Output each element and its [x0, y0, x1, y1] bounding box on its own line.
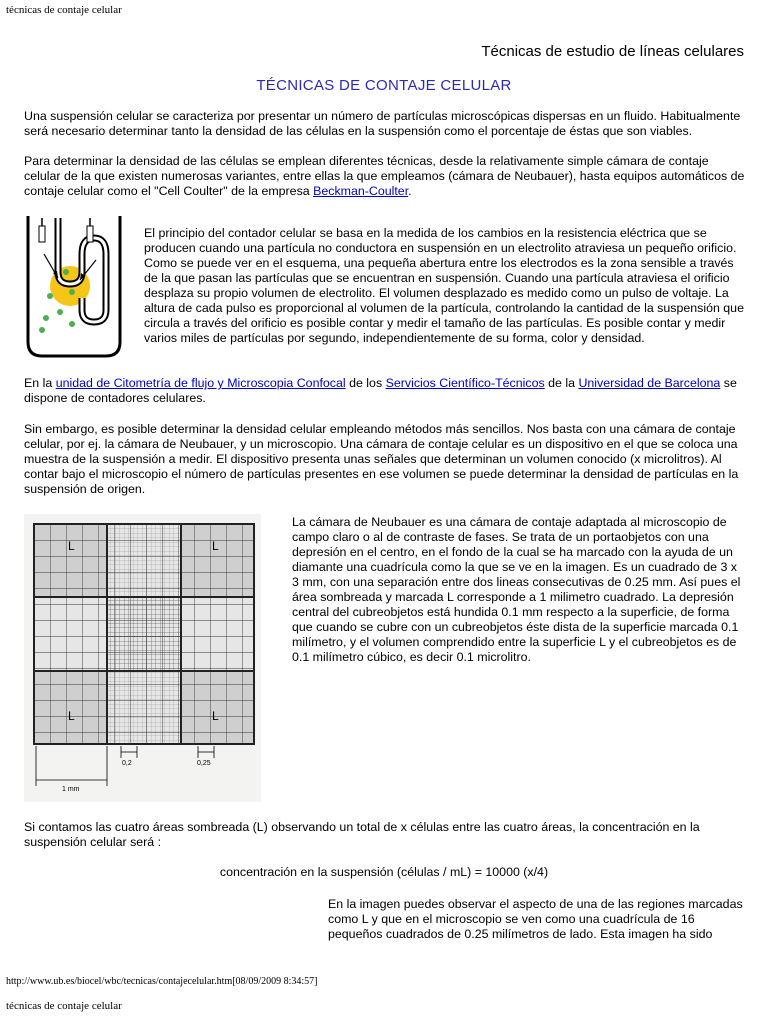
- image-description-paragraph: En la imagen puedes observar el aspecto de una de las regiones marcadas como L y que en el microscopio se ven como una cuadrícula de 16 pequeños cuadrados de 0.25 milímetros de lado. Esta imagen ha sido: [328, 897, 743, 941]
- grid-label-0-2: 0,2: [122, 760, 132, 767]
- grid-label-l: L: [212, 709, 219, 723]
- grid-label-l: L: [68, 709, 75, 723]
- section-title: Técnicas de estudio de líneas celulares: [481, 43, 744, 60]
- print-footer-url: http://www.ub.es/biocel/wbc/tecnicas/contajecelular.htm[08/09/2009 8:34:57]: [6, 976, 318, 987]
- servicios-link[interactable]: Servicios Científico-Técnicos: [385, 376, 545, 390]
- techniques-end: .: [408, 184, 412, 198]
- grid-label-l: L: [212, 539, 219, 553]
- ub-text-3: de la: [544, 376, 579, 390]
- citometria-link[interactable]: unidad de Citometría de flujo y Microscopia Confocal: [55, 376, 346, 390]
- universidad-link[interactable]: Universidad de Barcelona: [578, 376, 721, 390]
- techniques-paragraph: [24, 154, 746, 199]
- ub-text-1: En la: [24, 376, 56, 390]
- grid-label-1mm: 1 mm: [62, 786, 80, 793]
- simple-methods-paragraph: Sin embargo, es posible determinar la densidad celular empleando métodos más sencillos. Nos basta con una cámara de contaje celular, por ej. la cámara de Neubauer, y un microscopio. Una cámara de contaje celular es un dispositivo en el que se coloca una muestra de la suspensión a medir. El dispositivo presenta unas señales que determinan un volumen conocido (x microlitros). Al contar bajo el microscopio el número de partículas presentes en ese volumen se puede determinar la densidad de partículas en la suspensión de origen.: [24, 422, 739, 496]
- concentration-formula: concentración en la suspensión (células / mL) = 10000 (x/4): [219, 865, 549, 879]
- page-title: TÉCNICAS DE CONTAJE CELULAR: [256, 77, 512, 94]
- grid-label-l: L: [68, 539, 75, 553]
- beckman-coulter-link[interactable]: Beckman-Coulter: [313, 184, 409, 198]
- ub-text-4: se dispone de contadores celulares.: [24, 376, 737, 405]
- coulter-counter-diagram: [24, 214, 124, 360]
- coulter-principle-paragraph: El principio del contador celular se basa en la medida de los cambios en la resistencia eléctrica que se producen cuando una partícula no conductora en suspensión en un electrolito atraviesa un pequeño orificio. Como se puede ver en el esquema, una pequeña abertura entre los electrodos es la zona sensible a través de la que pasan las partículas que se encuentran en suspensión. Cuando una partícula atraviesa el orificio desplaza su propio volumen de electrolito. El volumen desplazado es medido como un pulso de voltaje. La altura de cada pulso es proporcional al volumen de la partícula, controlando la cantidad de la suspensión que circula a través del orificio es posible contar y medir el tamaño de las partículas. Es posible contar y medir varios miles de partículas por segundo, independientemente de su forma, color y densidad.: [144, 226, 744, 345]
- counting-paragraph: Si contamos las cuatro áreas sombreada (L) observando un total de x células entre las cuatro áreas, la concentración en la suspensión celular será :: [24, 820, 700, 849]
- grid-label-0-25: 0,25: [197, 760, 211, 767]
- ub-text-2: de los: [345, 376, 386, 390]
- intro-paragraph: Una suspensión celular se caracteriza por presentar un número de partículas microscópicas dispersas en un fluido. Habitualmente será necesario determinar tanto la densidad de las células en la suspensión como el porcentaje de éstas que son viables.: [24, 109, 741, 138]
- print-header-title: técnicas de contaje celular: [6, 4, 122, 16]
- ub-services-paragraph: [24, 376, 746, 406]
- neubauer-grid-image: [24, 514, 261, 802]
- neubauer-paragraph: La cámara de Neubauer es una cámara de contaje adaptada al microscopio de campo claro o al de contraste de fases. Se trata de un portaobjetos con una depresión en el centro, en el fondo de la cual se ha marcado con la ayuda de un diamante una cuadrícula como la que se ve en la imagen. Es un cuadrado de 3 x 3 mm, con una separación entre dos lineas consecutivas de 0.25 mm. Así pues el área sombreada y marcada L corresponde a 1 milimetro cuadrado. La depresión central del cubreobjetos está hundida 0.1 mm respecto a la superficie, de forma que cuando se cubre con un cubreobjetos éste dista de la superficie marcada 0.1 milímetro, y el volumen comprendido entre la superficie L y el cubreobjetos es de 0.1 milímetro cúbico, es decir 0.1 microlitro.: [292, 515, 741, 664]
- print-footer-title: técnicas de contaje celular: [6, 1000, 122, 1012]
- techniques-text: Para determinar la densidad de las células se emplean diferentes técnicas, desde la relativamente simple cámara de contaje celular de la que existen numerosas variantes, entre ellas la que empleamos (cámara de Neubauer), hasta equipos automáticos de contaje celular como el "Cell Coulter" de la empresa: [24, 154, 745, 198]
